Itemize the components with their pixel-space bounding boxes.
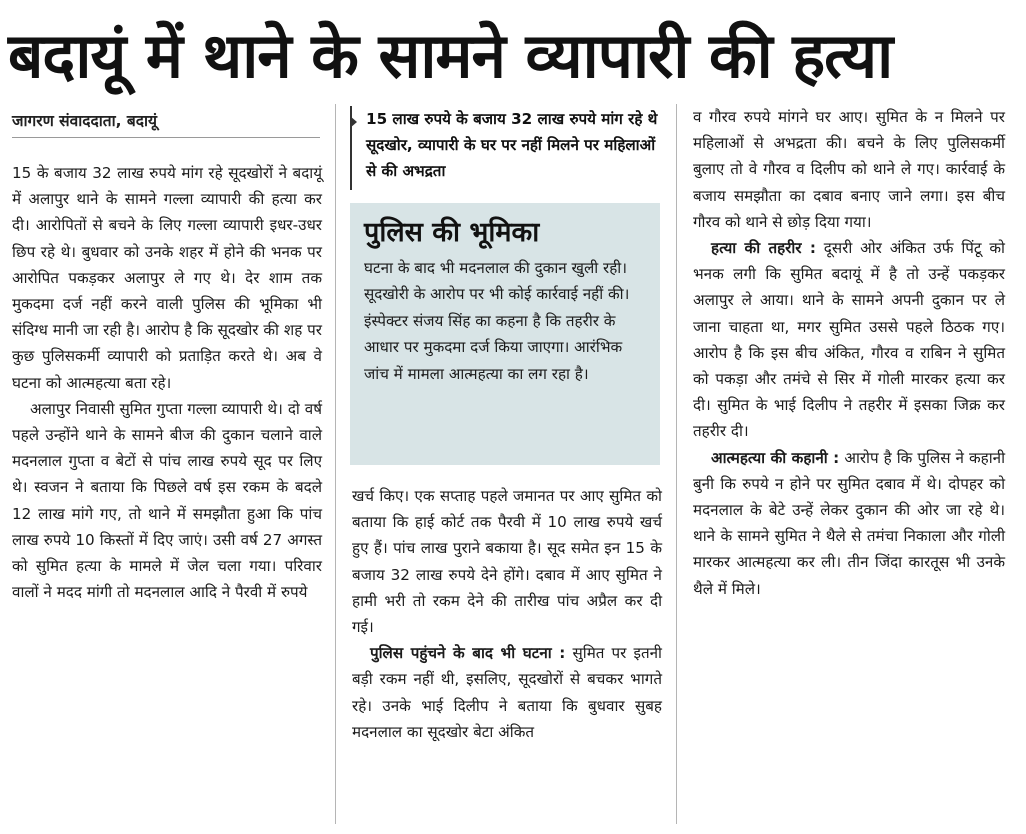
- column3-paragraph-3-text: आरोप है कि पुलिस ने कहानी बुनी कि रुपये न होने पर सुमित दबाव में थे। दोपहर को मदनलाल के बेटे उन्हें लेकर दुकान की ओर जा रहे थे। थाने के सामने सुमित ने थैले से तमंचा निकाला और गोली मारकर आत्महत्या कर ली। तीन जिंदा कारतूस भी उनके थैले में मिले।: [693, 448, 1006, 598]
- column2-paragraph-2-text: सुमित पर इतनी बड़ी रकम नहीं थी, इसलिए, सूदखोरों से बचकर भागते रहे। उनके भाई दिलीप ने बताया कि बुधवार सुबह मदनलाल का सूदखोर बेटा अंकित: [352, 644, 662, 741]
- article-column-1: [12, 160, 322, 605]
- column1-paragraph-2: अलापुर निवासी सुमित गुप्ता गल्ला व्यापारी थे। दो वर्ष पहले उन्होंने थाने के सामने बीज की दुकान चलाने वाले मदनलाल गुप्ता व बेटों से पांच लाख रुपये सूद पर लिए थे। स्वजन ने बताया कि पिछले वर्ष इस रकम के बदले 12 लाख मांगे गए, तो थाने में समझौता हुआ कि पांच लाख रुपये 10 किस्तों में दिए जाएं। उसी वर्ष 27 अगस्त को सुमित हत्या के मामले में जेल चला गया। परिवार वालों ने मदद मांगी तो मदनलाल आदि ने पैरवी में रुपये: [12, 399, 322, 602]
- column3-subhead-2: आत्महत्या की कहानी :: [711, 448, 840, 467]
- pull-quote: [350, 106, 660, 190]
- column2-paragraph-2: [352, 640, 662, 745]
- column3-paragraph-2-text: दूसरी ओर अंकित उर्फ पिंटू को भनक लगी कि सुमित बदायूं में है तो उन्हें पकड़कर अलापुर ले आया। थाने के सामने अपनी दुकान पर ले जाना चाहता था, मगर सुमित उससे पहले ठिठक गए। आरोप है कि इस बीच अंकित, गौरव व राबिन ने सुमित को पकड़ा और तमंचे से सिर में गोली मारकर हत्या कर दी। सुमित के भाई दिलीप ने तहरीर में इसका जिक्र कर तहरीर दी।: [693, 239, 1005, 441]
- column2-subhead: पुलिस पहुंचने के बाद भी घटना :: [370, 644, 566, 663]
- column3-subhead-1: हत्या की तहरीर :: [711, 239, 816, 258]
- column3-paragraph-3: [693, 445, 1005, 602]
- headline: बदायूं में थाने के सामने व्यापारी की हत्या: [8, 19, 893, 92]
- column2-paragraph-1: खर्च किए। एक सप्ताह पहले जमानत पर आए सुमित को बताया कि हाई कोर्ट तक पैरवी में 10 लाख रुपये खर्च हुए हैं। पांच लाख पुराने बकाया है। सूद समेत इन 15 के बजाय 32 लाख रुपये देने होंगे। दबाव में आए सुमित ने हामी भरी तो रकम देने की तारीख पांच अप्रैल कर दी गई।: [352, 487, 662, 637]
- article-column-2: [352, 483, 662, 745]
- column-divider-1: [335, 104, 336, 824]
- sidebar-box-title: पुलिस की भूमिका: [364, 217, 540, 248]
- byline: जागरण संवाददाता, बदायूं: [12, 107, 320, 138]
- column-divider-2: [676, 104, 677, 824]
- pull-quote-text: 15 लाख रुपये के बजाय 32 लाख रुपये मांग रहे थे सूदखोर, व्यापारी के घर पर नहीं मिलने पर महिलाओं से की अभद्रता: [366, 110, 658, 180]
- sidebar-box-police-role: [350, 203, 660, 465]
- sidebar-box-body: घटना के बाद भी मदनलाल की दुकान खुली रही। सूदखोरी के आरोप पर भी कोई कार्रवाई नहीं की। इंस्पेक्टर संजय सिंह का कहना है कि तहरीर के आधार पर मुकदमा दर्ज किया जाएगा। आरंभिक जांच में मामला आत्महत्या का लग रहा है।: [364, 259, 630, 383]
- column1-paragraph-1: 15 के बजाय 32 लाख रुपये मांग रहे सूदखोरों ने बदायूं में अलापुर थाने के सामने गल्ला व्यापारी की हत्या कर दी। आरोपितों से बचने के लिए गल्ला व्यापारी इधर-उधर छिप रहे थे। बुधवार को उनके शहर में होने की भनक पर आरोपित पकड़कर अलापुर ले गए थे। देर शाम तक मुकदमा दर्ज नहीं करने वाली पुलिस की भूमिका भी संदिग्ध मानी जा रही है। आरोप है कि सूदखोर की शह पर कुछ पुलिसकर्मी व्यापारी को प्रताड़ित करते थे। अब वे घटना को आत्महत्या बता रहे।: [12, 164, 322, 392]
- column3-paragraph-1: व गौरव रुपये मांगने घर आए। सुमित के न मिलने पर महिलाओं से अभद्रता की। बचने के लिए पुलिसकर्मी बुलाए तो वे गौरव व दिलीप को थाने ले गए। कार्रवाई के बजाय समझौता का दबाव बनाए जाने लगा। इस बीच गौरव को थाने से छोड़ दिया गया।: [693, 108, 1005, 231]
- pull-quote-arrow-icon: [350, 116, 357, 128]
- column3-paragraph-2: [693, 235, 1005, 445]
- article-column-3: [693, 104, 1005, 602]
